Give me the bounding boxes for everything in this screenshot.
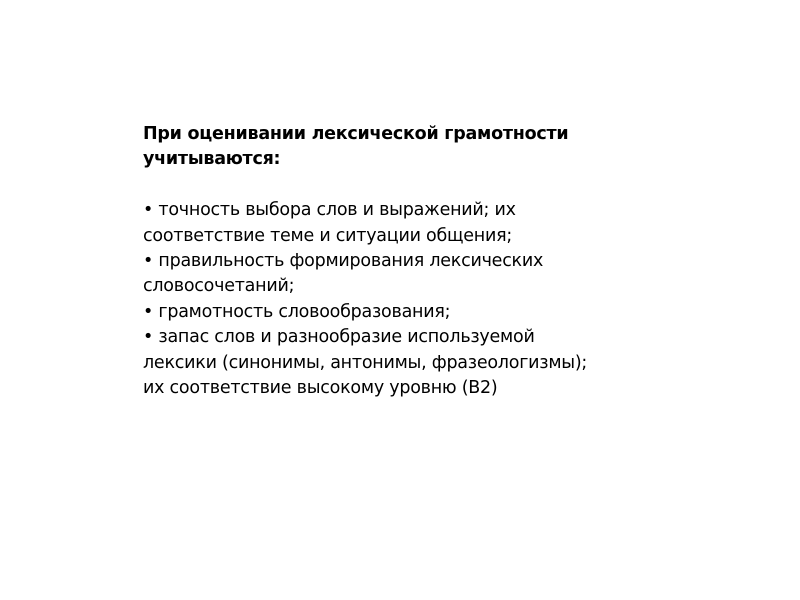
bullet-text: правильность формирования лексических словосочетаний; (143, 251, 544, 297)
bullet-marker: • (143, 327, 154, 348)
bullet-text: точность выбора слов и выражений; их соответствие теме и ситуации общения; (143, 200, 516, 246)
paragraph-spacer (143, 173, 663, 198)
bullet-text: грамотность словообразования; (158, 301, 451, 322)
slide-text-block (143, 122, 663, 401)
bullet-marker: • (143, 200, 154, 221)
bullet-item (143, 198, 663, 249)
bullet-item (143, 300, 663, 325)
bullet-marker: • (143, 251, 154, 272)
bullet-marker: • (143, 301, 154, 322)
slide-heading: При оценивании лексической грамотности учитываются: (143, 124, 569, 170)
bullet-text: запас слов и разнообразие используемой лексики (синонимы, антонимы, фразеологизмы); их соответствие высокому уровню (B2) (143, 327, 588, 399)
bullet-item (143, 249, 663, 300)
bullet-item (143, 325, 663, 401)
